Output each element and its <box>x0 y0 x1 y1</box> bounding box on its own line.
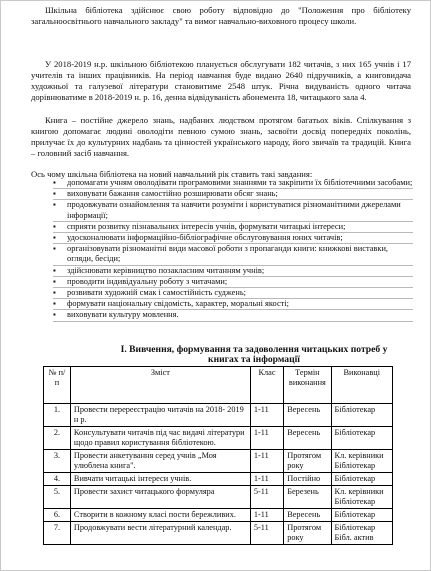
list-item: ▪ виховувати бажання самостійно розширювати обсяг знань; <box>53 189 413 200</box>
section-heading: І. Вивчення, формування та задоволення читацьких потреб у книгах та інформації <box>120 344 388 365</box>
table-header-row <box>44 367 393 404</box>
cell-executors: Бібліотекар <box>331 404 392 427</box>
cell-executors: Бібліотекар Бібл. актив <box>331 522 392 545</box>
cell-content: Провести перереєстрацію читачів на 2018- 2019 н р. <box>70 404 250 427</box>
intro-paragraph-3: Книга – постійне джерело знань, надбаних людством протягом багатьох віків. Спілкування з книгою допомагає людині оволодіти певною сумою знань, засвоїти досвід попередніх поколінь, прилучає їх до культурних надбань та цінностей українського народу, його звичаїв та традицій. Книга – головний засіб навчання. <box>31 115 411 158</box>
cell-content: Продовжувати вести літературний календар. <box>70 522 250 545</box>
list-item: ▪ формувати національну свідомість, характер, моральні якості; <box>53 299 413 310</box>
list-item: ▪ виховувати культуру мовлення. <box>53 310 413 321</box>
cell-class: 1-11 <box>250 404 283 427</box>
cell-content: Консультувати читачів під час видачі літератури щодо правил користування бібліотекою. <box>70 427 250 450</box>
plan-table <box>43 366 393 545</box>
cell-class: 1-11 <box>250 473 283 486</box>
list-item: ▪ продовжувати ознайомлення та навчити розуміти і користуватися різноманітними джерелами інформації; <box>53 200 413 221</box>
cell-num: 3. <box>44 450 71 473</box>
cell-content: Вивчати читацькі інтереси учнів. <box>70 473 250 486</box>
cell-term: Вересень <box>284 509 331 522</box>
list-item: ▪ удосконалювати інформаційно-бібліографічне обслуговування юних читачів; <box>53 233 413 244</box>
header-num: № п/ п <box>44 367 71 404</box>
list-item: ▪ організовувати різноманітні види масової роботи з пропаганди книги: книжкові виставки, огляди, бесіди; <box>53 244 413 265</box>
cell-executors: Кл. керівники Бібліотекар <box>331 450 392 473</box>
cell-class: 5-11 <box>250 486 283 509</box>
header-term: Термін виконання <box>284 367 331 404</box>
header-content: Зміст <box>70 367 250 404</box>
cell-num: 1. <box>44 404 71 427</box>
cell-term: Березень <box>284 486 331 509</box>
list-item: ▪ проводити індивідуальну роботу з читачами; <box>53 277 413 288</box>
goals-intro: Ось чому шкільна бібліотека на новий навчальний рік ставить такі завдання: <box>31 169 313 179</box>
cell-executors: Бібліотекар <box>331 473 392 486</box>
header-executors: Виконавці <box>331 367 392 404</box>
table-row <box>44 404 393 427</box>
list-item: ▪ розвивати художній смак і самостійність суджень; <box>53 288 413 299</box>
cell-term: Протягом року <box>284 450 331 473</box>
table-row <box>44 450 393 473</box>
intro-paragraph-2: У 2018-2019 н.р. шкільною бібліотекою планується обслугувати 182 читачів, з них 165 учнів і 17 учителів та інших працівників. На період навчання буде видано 2640 підручників, а книговидача художньої та галузевої літератури становитиме 2548 штук. Річна видуваність одного читача дорівнюватиме в 2018-2019 н. р. 16, денна відвідуваність абонемента 18, читацького зала 4. <box>31 59 411 102</box>
cell-term: Протягом року <box>284 522 331 545</box>
table-row <box>44 427 393 450</box>
intro-paragraph-1: Шкільна бібліотека здійснює свою роботу відповідно до "Положення про бібліотеку загальноосвітнього навчального закладу" та вимог навчально-виховного процесу школи. <box>31 5 411 26</box>
cell-content: Створити в кожному класі пости бережливих. <box>70 509 250 522</box>
list-item: ▪ здійснювати керівництво позакласним читанням учнів; <box>53 266 413 277</box>
cell-num: 5. <box>44 486 71 509</box>
cell-term: Постійно <box>284 473 331 486</box>
cell-content: Провести захист читацького формуляра <box>70 486 250 509</box>
cell-num: 4. <box>44 473 71 486</box>
cell-executors: Кл. керівники Бібліотекар <box>331 486 392 509</box>
cell-class: 1-11 <box>250 509 283 522</box>
cell-class: 1-11 <box>250 450 283 473</box>
table-row <box>44 473 393 486</box>
cell-num: 2. <box>44 427 71 450</box>
list-item: ▪ сприяти розвитку пізнавальних інтересів учнів, формувати читацькі інтереси; <box>53 222 413 233</box>
cell-num: 6. <box>44 509 71 522</box>
table-row <box>44 486 393 509</box>
table-row <box>44 509 393 522</box>
header-class: Клас <box>250 367 283 404</box>
goals-list <box>53 178 413 322</box>
list-item: ▪ допомагати учням оволодівати програмовими знаннями та закріпити їх бібліотечними засобами; <box>53 178 413 189</box>
cell-executors: Бібліотекар <box>331 509 392 522</box>
cell-term: Вересень <box>284 427 331 450</box>
cell-num: 7. <box>44 522 71 545</box>
cell-class: 5-11 <box>250 522 283 545</box>
cell-content: Провести анкетування серед учнів „Моя улюблена книга". <box>70 450 250 473</box>
table-row <box>44 522 393 545</box>
cell-executors: Бібліотекар <box>331 427 392 450</box>
cell-term: Вересень <box>284 404 331 427</box>
cell-class: 1-11 <box>250 427 283 450</box>
